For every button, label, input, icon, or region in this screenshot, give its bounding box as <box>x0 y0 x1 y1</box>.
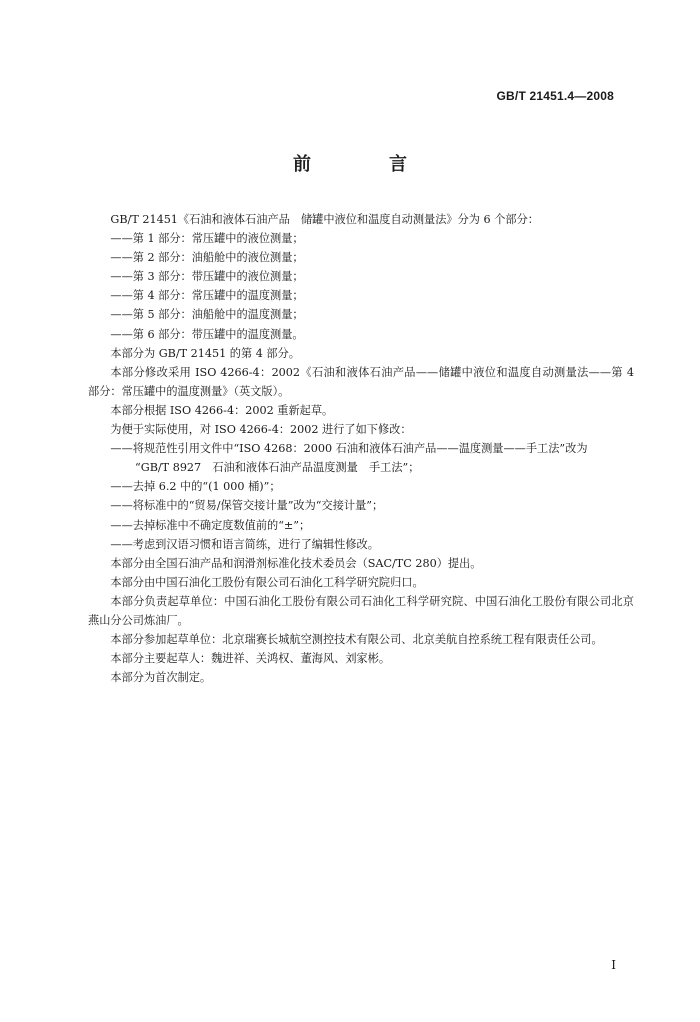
change-item-1-continued: “GB/T 8927 石油和液体石油产品温度测量 手工法”； <box>135 461 420 475</box>
change-item-4: ——去掉标准中不确定度数值前的“±”； <box>110 518 311 532</box>
responsible-units-paragraph: 本部分负责起草单位：中国石油化工股份有限公司石油化工科学研究院、中国石油化工股份有限公司北京燕山分公司炼油厂。 <box>88 594 634 627</box>
change-item-3: ——将标准中的“贸易/保管交接计量”改为“交接计量”； <box>110 499 384 513</box>
adoption-paragraph: 本部分修改采用 ISO 4266-4：2002《石油和液体石油产品——储罐中液位和温度自动测量法——第 4 部分：常压罐中的温度测量》（英文版）。 <box>88 365 634 398</box>
part-list-item-1: ——第 1 部分：常压罐中的液位测量； <box>110 232 304 246</box>
page-title: 前 言 <box>293 154 437 175</box>
intro-paragraph: GB/T 21451《石油和液体石油产品 储罐中液位和温度自动测量法》分为 6 个部分： <box>110 213 539 226</box>
part-list-item-3: ——第 3 部分：带压罐中的液位测量； <box>110 270 304 284</box>
drafters-paragraph: 本部分主要起草人：魏进祥、关鸿权、董海风、刘家彬。 <box>110 652 391 666</box>
part-list-item-2: ——第 2 部分：油船舱中的液位测量； <box>110 251 304 265</box>
proposed-by-paragraph: 本部分由全国石油产品和润滑剂标准化技术委员会（SAC/TC 280）提出。 <box>110 556 482 570</box>
changes-intro-paragraph: 为便于实际使用，对 ISO 4266-4：2002 进行了如下修改： <box>110 423 412 437</box>
change-item-1: ——将规范性引用文件中“ISO 4268：2000 石油和液体石油产品——温度测量——手工法”改为 <box>110 442 588 456</box>
first-issue-paragraph: 本部分为首次制定。 <box>110 671 212 685</box>
part-list-item-4: ——第 4 部分：常压罐中的温度测量； <box>110 289 304 303</box>
part-list-item-6: ——第 6 部分：带压罐中的温度测量。 <box>110 327 304 341</box>
this-part-paragraph: 本部分为 GB/T 21451 的第 4 部分。 <box>110 346 300 360</box>
part-list-item-5: ——第 5 部分：油船舱中的温度测量； <box>110 308 304 322</box>
page-number: I <box>611 958 616 972</box>
centralized-by-paragraph: 本部分由中国石油化工股份有限公司石油化工科学研究院归口。 <box>110 575 424 589</box>
redrafted-paragraph: 本部分根据 ISO 4266-4：2002 重新起草。 <box>110 403 334 417</box>
participating-units-paragraph: 本部分参加起草单位：北京瑞赛长城航空测控技术有限公司、北京美航自控系统工程有限责任公司。 <box>110 633 603 647</box>
foreword-body <box>88 210 634 687</box>
change-item-2: ——去掉 6.2 中的“(1 000 桶)”； <box>110 480 281 494</box>
change-item-5: ——考虑到汉语习惯和语言简练，进行了编辑性修改。 <box>110 537 379 551</box>
standard-number: GB/T 21451.4—2008 <box>496 89 614 103</box>
